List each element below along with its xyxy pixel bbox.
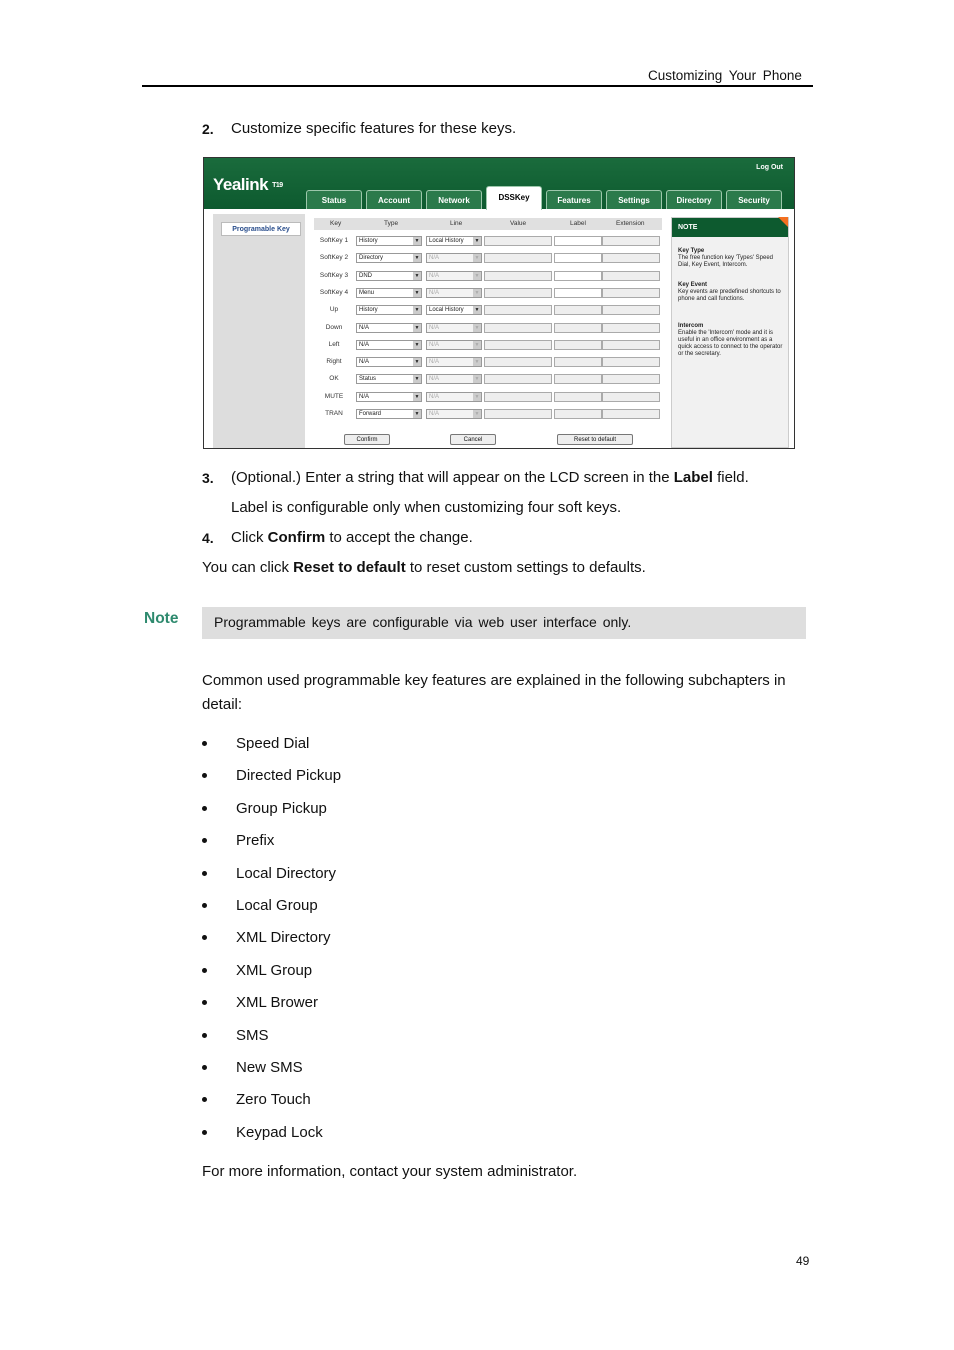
key-label: Left <box>328 340 340 348</box>
table-row <box>314 233 662 250</box>
key-label: MUTE <box>324 392 344 400</box>
chevron-down-icon[interactable]: ▼ <box>474 393 480 400</box>
list-item-text: Group Pickup <box>236 799 327 817</box>
label-field[interactable] <box>554 392 602 402</box>
chevron-down-icon[interactable]: ▼ <box>474 324 480 331</box>
chevron-down-icon[interactable]: ▼ <box>414 359 420 366</box>
reset-instruction: You can click Reset to default to reset custom settings to defaults. <box>202 559 646 576</box>
top-bar <box>204 158 794 209</box>
table-row <box>314 285 662 302</box>
step-number: 3. <box>202 470 214 486</box>
bullet-icon <box>202 1130 207 1135</box>
list-item-text: Keypad Lock <box>236 1123 323 1141</box>
value-field[interactable] <box>484 409 552 419</box>
key-label: Up <box>329 306 339 314</box>
bullet-icon <box>202 806 207 811</box>
label-field[interactable] <box>554 236 602 246</box>
reset-to-default-button[interactable]: Reset to default <box>557 434 633 445</box>
line-select[interactable]: N/A ▼ <box>426 392 482 402</box>
chevron-down-icon[interactable]: ▼ <box>414 238 420 244</box>
key-label: SoftKey 1 <box>319 237 349 244</box>
table-row <box>314 268 662 285</box>
key-label: TRAN <box>325 410 343 417</box>
tab-status[interactable]: Status <box>306 190 362 209</box>
extension-field[interactable] <box>602 271 660 281</box>
extension-field[interactable] <box>602 374 660 384</box>
bullet-icon <box>202 871 207 876</box>
value-field[interactable] <box>484 357 552 367</box>
note-block-key-type: Key Type The free function key 'Types' Speed Dial, Key Event, Intercom. <box>678 248 774 268</box>
line-select[interactable]: N/A ▼ <box>426 323 482 333</box>
bullet-icon <box>202 773 207 778</box>
chevron-down-icon[interactable]: ▼ <box>414 324 420 331</box>
table-row <box>314 320 662 337</box>
value-field[interactable] <box>484 340 552 350</box>
type-select[interactable]: N/A ▼ <box>356 340 422 350</box>
table-row <box>314 302 662 319</box>
chevron-down-icon[interactable]: ▼ <box>414 255 420 262</box>
line-select[interactable]: N/A ▼ <box>426 271 482 281</box>
line-select[interactable]: N/A ▼ <box>426 374 482 384</box>
chevron-down-icon[interactable]: ▼ <box>414 411 420 417</box>
step-text: (Optional.) Enter a string that will appear on the LCD screen in the Label field. <box>231 469 749 486</box>
tab-directory[interactable]: Directory <box>666 190 722 209</box>
value-field[interactable] <box>484 305 552 315</box>
key-label: SoftKey 4 <box>319 288 349 296</box>
bullet-icon <box>202 968 207 973</box>
type-select[interactable]: History ▼ <box>356 305 422 315</box>
list-item-text: Directed Pickup <box>236 767 342 785</box>
col-label: Label <box>570 220 586 227</box>
extension-field[interactable] <box>602 340 660 350</box>
type-select[interactable]: Forward ▼ <box>356 409 422 419</box>
label-field[interactable] <box>554 357 602 367</box>
note-block-key-event: Key Event Key events are predefined shortcuts to phone and call functions. <box>678 282 781 302</box>
list-item-text: Local Group <box>236 897 318 914</box>
line-select[interactable]: N/A ▼ <box>426 288 482 298</box>
chevron-down-icon[interactable]: ▼ <box>474 238 480 244</box>
label-field[interactable] <box>554 271 602 281</box>
bullet-icon <box>202 903 207 908</box>
step-3-note: Label is configurable only when customizing four soft keys. <box>231 499 622 516</box>
table-row <box>314 389 662 406</box>
label-field[interactable] <box>554 288 602 298</box>
chevron-down-icon[interactable]: ▼ <box>414 307 420 314</box>
line-select[interactable]: Local History ▼ <box>426 305 482 315</box>
cancel-button[interactable]: Cancel <box>450 434 496 445</box>
col-extension: Extension <box>616 220 645 227</box>
type-select[interactable]: N/A ▼ <box>356 323 422 333</box>
step-number: 4. <box>202 530 214 546</box>
tab-account[interactable]: Account <box>366 190 422 209</box>
chevron-down-icon[interactable]: ▼ <box>474 255 480 262</box>
line-select[interactable]: Local History ▼ <box>426 236 482 246</box>
nav-item-programable-key[interactable]: Programable Key <box>221 222 301 236</box>
step-text: Click Confirm to accept the change. <box>231 529 473 546</box>
value-field[interactable] <box>484 271 552 281</box>
chevron-down-icon[interactable]: ▼ <box>474 341 480 348</box>
table-header <box>314 218 662 230</box>
table-row <box>314 406 662 423</box>
bullet-icon <box>202 935 207 940</box>
label-field[interactable] <box>554 374 602 384</box>
key-label: SoftKey 3 <box>319 271 349 279</box>
chevron-down-icon[interactable]: ▼ <box>474 359 480 366</box>
step-number: 2. <box>202 121 214 137</box>
list-item-text: SMS <box>236 1026 269 1044</box>
label-field[interactable] <box>554 305 602 315</box>
chevron-down-icon[interactable]: ▼ <box>474 411 480 417</box>
bullet-icon <box>202 838 207 843</box>
label-field[interactable] <box>554 253 602 263</box>
type-select[interactable]: Status ▼ <box>356 374 422 384</box>
value-field[interactable] <box>484 374 552 384</box>
list-item-text: Zero Touch <box>236 1091 311 1109</box>
table-row <box>314 354 662 371</box>
table-row <box>314 250 662 267</box>
yealink-logo: Yealink T19 <box>213 175 283 194</box>
left-nav <box>213 214 305 448</box>
chevron-down-icon[interactable]: ▼ <box>414 272 420 279</box>
bullet-icon <box>202 1033 207 1038</box>
col-line: Line <box>450 220 463 227</box>
tab-settings[interactable]: Settings <box>606 190 662 209</box>
note-label: Note <box>144 610 179 627</box>
extension-field[interactable] <box>602 409 660 419</box>
list-item-text: Local Directory <box>236 864 337 882</box>
type-select[interactable]: Menu ▼ <box>356 288 422 298</box>
chevron-down-icon[interactable]: ▼ <box>414 341 420 348</box>
running-header: Customizing Your Phone <box>648 68 802 83</box>
list-item-text: Prefix <box>236 832 275 850</box>
header-rule <box>142 85 813 87</box>
label-field[interactable] <box>554 323 602 333</box>
list-item-text: Speed Dial <box>236 735 310 752</box>
note-panel <box>671 217 789 448</box>
bullet-icon <box>202 1065 207 1070</box>
list-item-text: XML Group <box>236 961 313 979</box>
type-select[interactable]: History ▼ <box>356 236 422 246</box>
col-value: Value <box>510 220 527 227</box>
step-text: Customize specific features for these keys. <box>231 120 517 137</box>
page-number: 49 <box>796 1254 810 1268</box>
key-label: Down <box>325 323 343 331</box>
note-text: Programmable keys are configurable via web user interface only. <box>214 614 632 630</box>
chevron-down-icon[interactable]: ▼ <box>474 289 480 296</box>
note-box <box>202 607 806 639</box>
extension-field[interactable] <box>602 392 660 402</box>
confirm-button[interactable]: Confirm <box>344 434 390 445</box>
logout-link[interactable]: Log Out <box>756 164 783 171</box>
extension-field[interactable] <box>602 305 660 315</box>
col-key: Key <box>330 220 342 227</box>
table-row <box>314 337 662 354</box>
chevron-down-icon[interactable]: ▼ <box>474 376 480 383</box>
line-select[interactable]: N/A ▼ <box>426 253 482 263</box>
bullet-icon <box>202 741 207 746</box>
type-select[interactable]: DND ▼ <box>356 271 422 281</box>
note-title: NOTE <box>672 218 788 237</box>
tab-dsskey[interactable]: DSSKey <box>486 186 542 210</box>
line-select[interactable]: N/A ▼ <box>426 357 482 367</box>
extension-field[interactable] <box>602 357 660 367</box>
line-select[interactable]: N/A ▼ <box>426 340 482 350</box>
value-field[interactable] <box>484 392 552 402</box>
chevron-down-icon[interactable]: ▼ <box>474 307 480 314</box>
bullet-icon <box>202 1000 207 1005</box>
key-label: SoftKey 2 <box>319 254 349 262</box>
list-item-text: XML Directory <box>236 929 331 947</box>
chevron-down-icon[interactable]: ▼ <box>414 393 420 400</box>
table-row <box>314 371 662 388</box>
chevron-down-icon[interactable]: ▼ <box>474 272 480 279</box>
extension-field[interactable] <box>602 253 660 263</box>
type-select[interactable]: Directory ▼ <box>356 253 422 263</box>
tab-network[interactable]: Network <box>426 190 482 209</box>
list-item-text: XML Brower <box>236 994 318 1012</box>
value-field[interactable] <box>484 253 552 263</box>
bullet-icon <box>202 1097 207 1102</box>
key-label: OK <box>329 375 339 383</box>
tab-features[interactable]: Features <box>546 190 602 209</box>
label-field[interactable] <box>554 340 602 350</box>
list-item-text: New SMS <box>236 1059 303 1076</box>
tab-security[interactable]: Security <box>726 190 782 209</box>
extension-field[interactable] <box>602 323 660 333</box>
value-field[interactable] <box>484 323 552 333</box>
corner-marker <box>778 217 788 227</box>
type-select[interactable]: N/A ▼ <box>356 392 422 402</box>
col-type: Type <box>384 220 399 227</box>
chevron-down-icon[interactable]: ▼ <box>414 376 420 383</box>
line-select[interactable]: N/A ▼ <box>426 409 482 419</box>
intro-paragraph: Common used programmable key features are explained in the following subchapters in detail: <box>202 672 786 713</box>
closing-paragraph: For more information, contact your system administrator. <box>202 1163 578 1180</box>
value-field[interactable] <box>484 288 552 298</box>
extension-field[interactable] <box>602 236 660 246</box>
extension-field[interactable] <box>602 288 660 298</box>
web-ui-screenshot <box>203 157 795 449</box>
label-field[interactable] <box>554 409 602 419</box>
type-select[interactable]: N/A ▼ <box>356 357 422 367</box>
value-field[interactable] <box>484 236 552 246</box>
note-block-intercom: Intercom Enable the 'Intercom' mode and it is useful in an office environment as a quick access to connect to the operator or the secretary. <box>678 323 783 357</box>
key-label: Right <box>326 358 342 366</box>
chevron-down-icon[interactable]: ▼ <box>414 289 420 296</box>
